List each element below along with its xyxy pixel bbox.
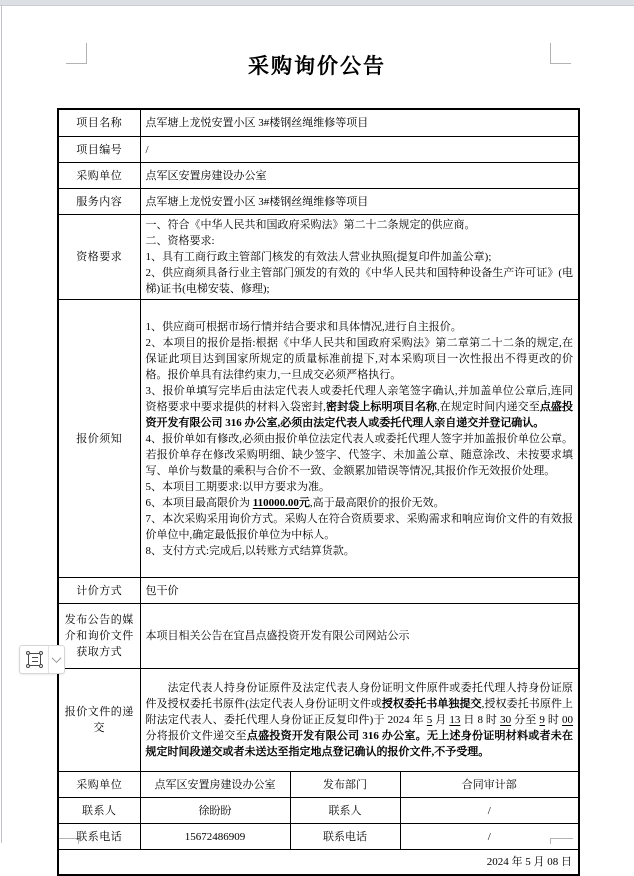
- submission-label: 报价文件的递交: [58, 669, 140, 772]
- contact-phone2-label: 联系电话: [290, 824, 400, 850]
- table-row: [58, 137, 579, 163]
- contact-person2-value: /: [400, 798, 579, 824]
- service-value: 点军塘上龙悦安置小区 3#楼钢丝绳维修等项目: [140, 189, 579, 215]
- media-value: 本项目相关公告在宜昌点盛投资开发有限公司网站公示: [140, 604, 579, 669]
- project-no-label: 项目编号: [58, 137, 140, 163]
- quotation-notes-label: 报价须知: [58, 300, 140, 578]
- table-row: [58, 604, 579, 669]
- pricing-value: 包干价: [140, 578, 579, 604]
- service-label: 服务内容: [58, 189, 140, 215]
- contact-person2-label: 联系人: [290, 798, 400, 824]
- publish-dept-value: 合同审计部: [400, 772, 579, 798]
- announcement-table: [57, 108, 580, 876]
- table-row: [58, 824, 579, 850]
- announcement-date: 2024 年 5 月 08 日: [58, 850, 579, 876]
- table-row: [58, 578, 579, 604]
- media-label: 发布公告的媒介和询价文件获取方式: [58, 604, 140, 669]
- table-row: [58, 163, 579, 189]
- window-left-edge: [1, 5, 2, 843]
- contact-phone-value: 15672486909: [140, 824, 290, 850]
- contact-person-value: 徐盼盼: [140, 798, 290, 824]
- publish-dept-label: 发布部门: [290, 772, 400, 798]
- contact-phone2-value: /: [400, 824, 579, 850]
- table-row: [58, 798, 579, 824]
- purchaser-label: 采购单位: [58, 163, 140, 189]
- chevron-down-icon: [52, 653, 62, 663]
- table-row: [58, 215, 579, 300]
- table-tool-dropdown-button[interactable]: [48, 646, 64, 673]
- table-select-icon: [26, 651, 43, 668]
- document-title: 采购询价公告: [248, 55, 386, 78]
- project-name-label: 项目名称: [58, 109, 140, 137]
- project-name-value: 点军塘上龙悦安置小区 3#楼钢丝绳维修等项目: [140, 109, 579, 137]
- window-top-edge: [0, 0, 634, 6]
- table-tool-popup[interactable]: [19, 645, 65, 674]
- purchaser2-label: 采购单位: [58, 772, 140, 798]
- table-row: [58, 109, 579, 137]
- table-row: [58, 850, 579, 876]
- contact-person-label: 联系人: [58, 798, 140, 824]
- project-no-value: /: [140, 137, 579, 163]
- table-row: [58, 669, 579, 772]
- qualification-label: 资格要求: [58, 215, 140, 300]
- table-row: [58, 300, 579, 578]
- contact-phone-label: 联系电话: [58, 824, 140, 850]
- table-row: [58, 772, 579, 798]
- qualification-content: 一、符合《中华人民共和国政府采购法》第二十二条规定的供应商。 二、资格要求: 1、具有工商行政主管部门核发的有效法人营业执照(提复印件加盖公章); 2、供应商须具备行业主管部门颁发的有效的《中华人民共和国特种设备生产许可证》(电梯)证书(电梯安装、修理);: [140, 215, 579, 300]
- pricing-label: 计价方式: [58, 578, 140, 604]
- quotation-notes-content: 1、供应商可根据市场行情并结合要求和具体情况,进行自主报价。 2、本项目的报价是指:根据《中华人民共和国政府采购法》第二章第二十二条的规定,在保证此项目达到国家所规定的质量标准前提下,对本采购项目一次性报出不得更改的价格。报价单具有法律约束力,一旦成交必须严格执行。 3、报价单填写完毕后由法定代表人或委托代理人亲笔签字确认,并加盖单位公章后,连同资格要求中要求提供的材料入袋密封,密封袋上标明项目名称,在规定时间内递交至点盛投资开发有限公司 316 办公室,必须由法定代表人或委托代理人亲自递交并登记确认。 4、报价单如有修改,必须由报价单位法定代表人或委托代理人签字并加盖报价单位公章。若报价单存在修改采购明细、缺少签字、代签字、未加盖公章、随意涂改、未按要求填写、单价与数量的乘积与合价不一致、金额累加错误等情况,其报价作无效报价处理。 5、本项目工期要求:以甲方要求为准。 6、本项目最高限价为 110000.00元,高于最高限价的报价无效。 7、本次采购采用询价方式。采购人在符合资质要求、采购需求和响应询价文件的有效报价单位中,确定最低报价单位为中标人。 8、支付方式:完成后,以转账方式结算货款。: [140, 300, 579, 578]
- purchaser2-value: 点军区安置房建设办公室: [140, 772, 290, 798]
- table-row: [58, 189, 579, 215]
- purchaser-value: 点军区安置房建设办公室: [140, 163, 579, 189]
- submission-content: 法定代表人持身份证原件及法定代表人身份证明文件原件或委托代理人持身份证原件及授权委托书原件(法定代表人身份证明文件或授权委托书单独提交,授权委托书原件上附法定代表人、委托代理人身份证正反复印件)于 2024 年 5 月 13 日 8 时 30 分至 9 时 00 分将报价文件递交至点盛投资开发有限公司 316 办公室。无上述身份证明材料或者未在规定时间段递交或者未送达至指定地点登记确认的报价文件,不予受理。: [140, 669, 579, 772]
- table-select-button[interactable]: [20, 646, 48, 673]
